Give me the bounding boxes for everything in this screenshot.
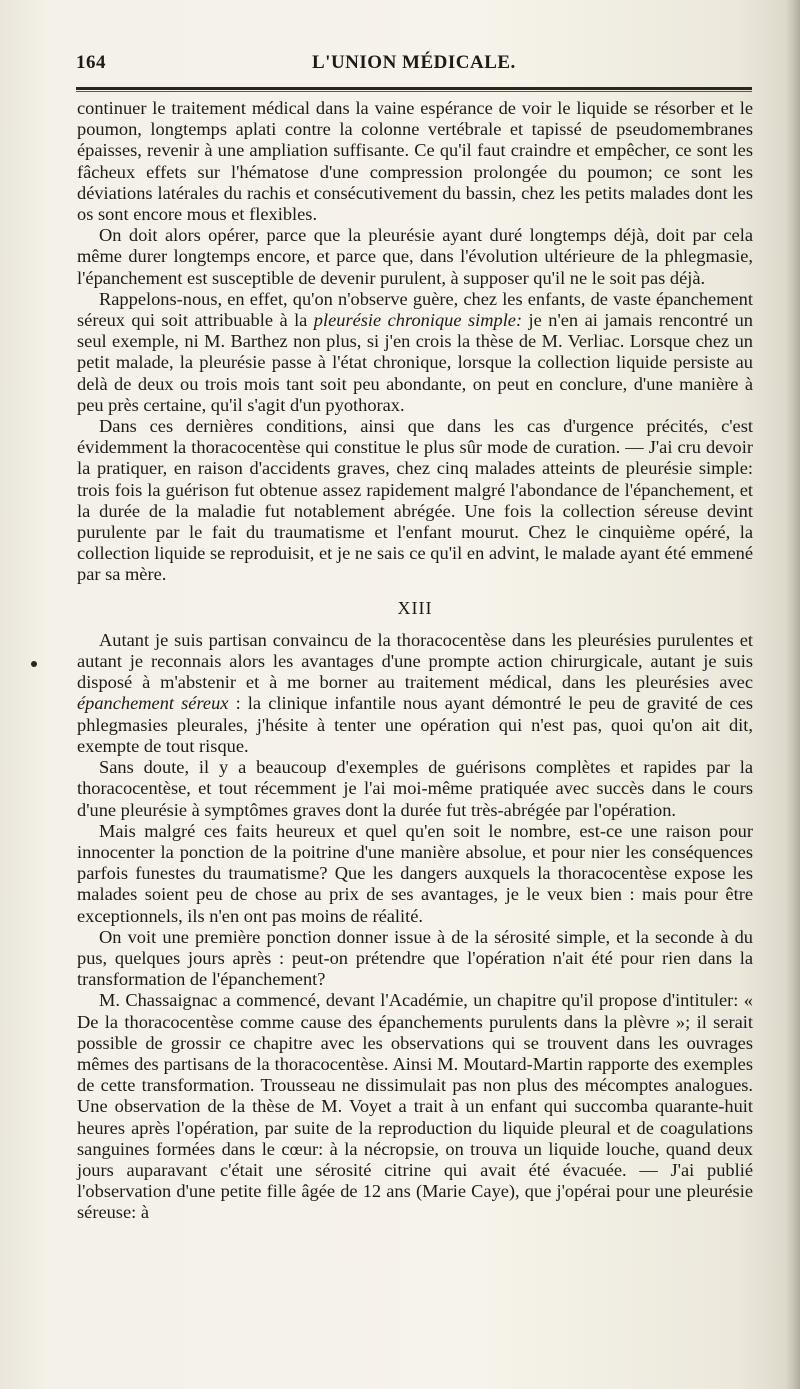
page-header [76,50,756,84]
paragraph: continuer le traitement médical dans la vaine espérance de voir le liquide se résorber et le poumon, longtemps aplati contre la colonne vertébrale et tapissé de pseudomembranes épaisses, revenir à une ampliation suffisante. Ce qu'il faut craindre et empêcher, ce sont les fâcheux effets sur l'hématose d'une compression prolongée du poumon; ce sont les déviations latérales du rachis et consécutivement du bassin, chez les petits malades dont les os sont encore mous et flexibles. [77,98,753,225]
header-rule-thin [76,91,752,92]
section-heading: XIII [397,597,433,618]
paragraph-text: : la clinique infantile nous ayant démontré le peu de gravité de ces phlegmasies pleurales, j'hésite à tenter une opération qui n'est pas, quoi qu'on ait dit, exempte de tout risque. [77,693,753,756]
paragraph: Sans doute, il y a beaucoup d'exemples de guérisons complètes et rapides par la thoracocentèse, et tout récemment je l'ai moi-même pratiquée avec succès dans le cours d'une pleurésie à symptômes graves dont la durée fut très-abrégée par l'opération. [77,757,753,820]
paragraph: Mais malgré ces faits heureux et quel qu'en soit le nombre, est-ce une raison pour innocenter la ponction de la poitrine d'une manière absolue, et pour nier les conséquences parfois funestes du traumatisme? Que les dangers auxquels la thoracocentèse expose les malades soient peu de chose au prix de ses avantages, je le veux bien : mais pour être exceptionnels, ils n'en ont pas moins de réalité. [77,820,753,926]
running-title: L'UNION MÉDICALE. [312,52,516,73]
margin-ink-dot [31,661,37,667]
paragraph [77,289,753,416]
paragraph: On voit une première ponction donner issue à de la sérosité simple, et la seconde à du pus, quelques jours après : peut-on prétendre que l'opération n'ait été pour rien dans la transformation de l'épanchement? [77,926,753,990]
paragraph-text: je n'en ai jamais rencontré un seul exemple, ni M. Barthez non plus, si j'en crois la thèse de M. Verliac. Lorsque chez un petit malade, la pleurésie passe à l'état chronique, lorsque la collection liquide persiste au delà de deux ou trois mois tant soit peu abondante, on peut en conclure, d'une manière à peu près certaine, qu'il s'agit d'un pyothorax. [77,310,753,415]
italic-phrase: épanchement séreux [77,693,229,714]
article-body [77,98,753,1224]
paragraph: Dans ces dernières conditions, ainsi que dans les cas d'urgence précités, c'est évidemment la thoracocentèse qui constitue le plus sûr mode de curation. — J'ai cru devoir la pratiquer, en raison d'accidents graves, chez cinq malades atteints de pleurésie simple: trois fois la guérison fut obtenue assez rapidement malgré l'abondance de l'épanchement, et la durée de la maladie fut notablement abrégée. Une fois la collection séreuse devint purulente par le fait du traumatisme et l'enfant mourut. Chez le cinquième opéré, la collection liquide se reproduisit, et je ne sais ce qu'il en advint, le malade ayant été emmené par sa mère. [77,416,753,585]
paragraph [77,630,753,757]
header-rule [76,87,752,90]
paragraph: On doit alors opérer, parce que la pleurésie ayant duré longtemps déjà, doit par cela même durer longtemps encore, et parce que, dans l'évolution ultérieure de la phlegmasie, l'épanchement est susceptible de devenir purulent, à supposer qu'il ne le soit pas déjà. [77,225,753,288]
paragraph-text: Rappelons-nous, en effet, qu'on n'observe guère, chez les enfants, de vaste épanchement séreux qui soit attribuable à la [77,288,753,331]
italic-phrase: pleurésie chronique simple: [313,310,523,331]
page-number: 164 [76,52,106,73]
paragraph-text: Autant je suis partisan convaincu de la thoracocentèse dans les pleurésies purulentes et autant je reconnais alors les avantages d'une prompte action chirurgicale, autant je suis disposé à m'abstenir et à me borner au traitement médical, dans les pleurésies avec [77,629,753,693]
page-edge-shadow [786,0,800,1389]
paragraph: M. Chassaignac a commencé, devant l'Académie, un chapitre qu'il propose d'intituler: « De la thoracocentèse comme cause des épanchements purulents dans la plèvre »; il serait possible de grossir ce chapitre avec les observations qui se trouvent dans les ouvrages mêmes des partisans de la thoracocentèse. Ainsi M. Moutard-Martin rapporte des exemples de cette transformation. Trousseau ne dissimulait pas non plus des mécomptes analogues. Une observation de la thèse de M. Voyet a trait à un enfant qui succomba quarante-huit heures après l'opération, par suite de la reproduction du liquide pleural et de coagulations sanguines formées dans le cœur: à la nécropsie, on trouva un liquide louche, quand deux jours auparavant c'était une sérosité citrine qui avait été évacuée. — J'ai publié l'observation d'une petite fille âgée de 12 ans (Marie Caye), que j'opérai pour une pleurésie séreuse: à [77,990,753,1223]
